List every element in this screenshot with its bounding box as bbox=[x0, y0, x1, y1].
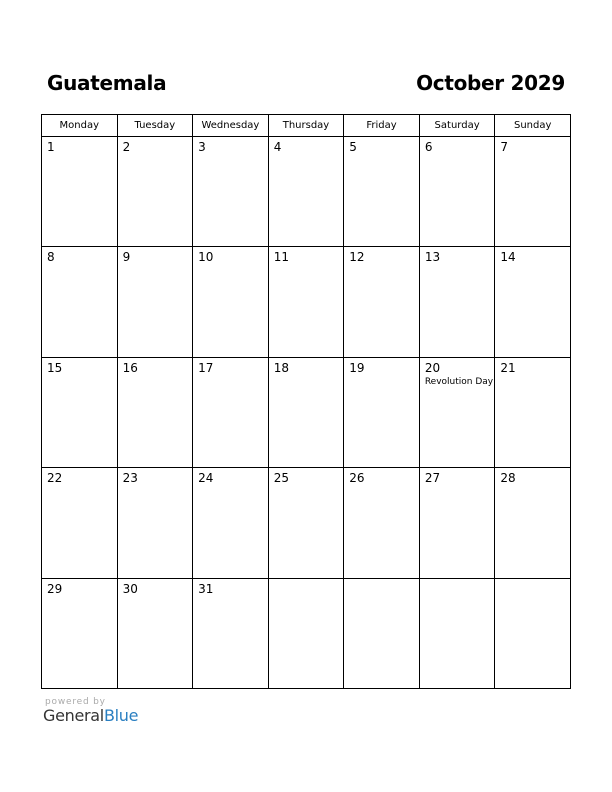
day-number: 28 bbox=[500, 471, 516, 486]
day-number: 2 bbox=[122, 140, 131, 154]
day-cell bbox=[268, 468, 344, 578]
calendar-grid bbox=[41, 114, 571, 689]
day-cell bbox=[117, 357, 193, 467]
day-number: 14 bbox=[500, 250, 516, 265]
weekday-header: Friday bbox=[344, 115, 420, 137]
day-number: 30 bbox=[122, 581, 138, 596]
day-number: 16 bbox=[122, 360, 138, 375]
day-cell bbox=[117, 247, 193, 357]
day-cell bbox=[193, 578, 269, 688]
country-title: Guatemala bbox=[47, 71, 167, 95]
day-cell bbox=[193, 468, 269, 578]
day-cell bbox=[344, 468, 420, 578]
day-number bbox=[269, 579, 344, 582]
day-number: 21 bbox=[500, 360, 516, 375]
powered-by-text: powered by bbox=[45, 697, 106, 707]
day-number: 15 bbox=[47, 360, 63, 375]
day-cell bbox=[419, 247, 495, 357]
day-number: 10 bbox=[198, 250, 214, 265]
day-number: 19 bbox=[349, 360, 365, 375]
day-number: 24 bbox=[198, 471, 214, 486]
day-cell bbox=[419, 468, 495, 578]
day-number: 13 bbox=[424, 250, 441, 265]
day-cell bbox=[42, 247, 118, 357]
week-row bbox=[42, 578, 571, 688]
week-row bbox=[42, 357, 571, 467]
day-cell bbox=[42, 357, 118, 467]
day-number: 22 bbox=[47, 471, 63, 486]
weekday-header: Wednesday bbox=[193, 115, 269, 137]
day-cell bbox=[419, 357, 495, 467]
day-cell bbox=[193, 357, 269, 467]
day-number: 31 bbox=[198, 581, 214, 596]
day-number: 4 bbox=[273, 140, 282, 154]
day-cell bbox=[193, 137, 269, 247]
weekday-header: Monday bbox=[42, 115, 118, 137]
weekday-header: Saturday bbox=[419, 115, 495, 137]
weekday-header: Sunday bbox=[495, 115, 571, 137]
weekday-header: Thursday bbox=[268, 115, 344, 137]
brand-name-part1: General bbox=[43, 706, 104, 725]
day-cell bbox=[268, 137, 344, 247]
day-cell bbox=[344, 578, 420, 688]
day-cell bbox=[344, 137, 420, 247]
day-number bbox=[420, 579, 495, 582]
brand-name-part2: Blue bbox=[103, 706, 139, 725]
day-cell bbox=[495, 357, 571, 467]
day-cell bbox=[344, 247, 420, 357]
day-number: 27 bbox=[424, 471, 441, 486]
day-cell bbox=[42, 578, 118, 688]
week-row bbox=[42, 468, 571, 578]
day-number: 8 bbox=[47, 250, 55, 265]
day-number: 18 bbox=[273, 360, 289, 375]
week-row bbox=[42, 137, 571, 247]
week-row bbox=[42, 247, 571, 357]
brand-logo bbox=[43, 706, 138, 725]
day-number: 12 bbox=[349, 250, 365, 265]
holiday-label: Revolution Day bbox=[424, 376, 494, 387]
day-number: 5 bbox=[349, 140, 357, 154]
day-cell bbox=[419, 137, 495, 247]
day-cell bbox=[268, 357, 344, 467]
day-cell bbox=[117, 137, 193, 247]
day-cell bbox=[117, 578, 193, 688]
day-number: 17 bbox=[198, 360, 214, 375]
day-cell bbox=[495, 247, 571, 357]
day-cell bbox=[268, 247, 344, 357]
day-cell bbox=[344, 357, 420, 467]
month-year-title: October 2029 bbox=[416, 71, 565, 95]
day-cell bbox=[268, 578, 344, 688]
day-cell bbox=[495, 578, 571, 688]
day-number: 26 bbox=[349, 471, 365, 486]
day-cell bbox=[419, 578, 495, 688]
day-number: 9 bbox=[122, 250, 131, 265]
day-cell bbox=[117, 468, 193, 578]
day-number: 6 bbox=[424, 140, 433, 154]
day-number: 7 bbox=[500, 140, 509, 154]
weekday-header-row bbox=[42, 115, 571, 137]
day-number: 1 bbox=[47, 140, 55, 154]
day-cell bbox=[193, 247, 269, 357]
day-number: 23 bbox=[122, 471, 138, 486]
day-number bbox=[344, 579, 419, 582]
day-cell bbox=[42, 468, 118, 578]
day-number: 20 bbox=[424, 360, 441, 375]
day-cell bbox=[495, 137, 571, 247]
day-number: 3 bbox=[198, 140, 206, 154]
day-number: 11 bbox=[273, 250, 289, 265]
day-number: 25 bbox=[273, 471, 289, 486]
day-number: 29 bbox=[47, 581, 63, 596]
day-number bbox=[495, 579, 570, 582]
weekday-header: Tuesday bbox=[117, 115, 193, 137]
day-cell bbox=[42, 137, 118, 247]
day-cell bbox=[495, 468, 571, 578]
footer-branding bbox=[43, 697, 138, 725]
